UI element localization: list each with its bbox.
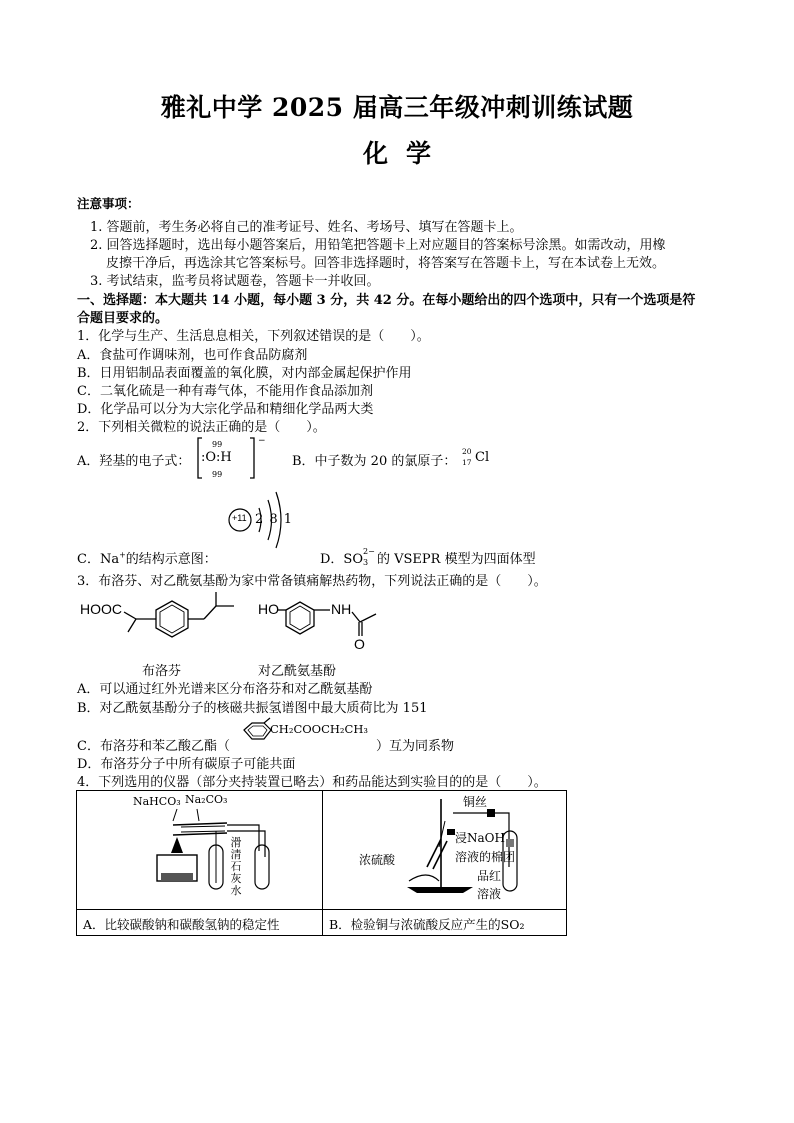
- notes-heading: 注意事项：: [77, 196, 140, 211]
- limewater-char: 石: [230, 860, 242, 873]
- note-item: 3. 考试结束，监考员将试题卷，答题卡一并收回。: [90, 274, 380, 289]
- question-1-option: D．化学品可以分为大宗化学品和精细化学品两大类: [77, 402, 374, 417]
- limewater-char: 灰: [230, 872, 242, 885]
- note-item: 皮擦干净后，再选涂其它答案标号。回答非选择题时，将答案写在答题卡上，写在本试卷上无效。: [106, 256, 666, 271]
- question-2-option-a: A．羟基的电子式：: [77, 454, 191, 469]
- question-3-option: B．对乙酰氨基酚分子的核磁共振氢谱图中最大质荷比为 151: [77, 701, 428, 716]
- limewater-char: 滑: [230, 836, 242, 849]
- paracetamol-o: O: [354, 636, 365, 652]
- chlorine-symbol: Cl: [475, 450, 490, 465]
- svg-text:−: −: [258, 436, 266, 446]
- question-4-stem: 4．下列选用的仪器（部分夹持装置已略去）和药品能达到实验目的的是（ ）。: [77, 775, 547, 790]
- question-2-stem: 2．下列相关微粒的说法正确的是（ ）。: [77, 420, 326, 435]
- svg-text:99: 99: [212, 440, 223, 449]
- paracetamol-nh: NH: [331, 601, 352, 617]
- question-3-option-c: C．布洛芬和苯乙酸乙酯（: [77, 739, 230, 754]
- question-3-stem: 3．布洛芬、对乙酰氨基酚为家中常备镇痛解热药物，下列说法正确的是（ ）。: [77, 574, 547, 589]
- figure-a-apparatus: [77, 791, 322, 909]
- paracetamol-label: 对乙酰氨基酚: [258, 664, 337, 679]
- table-divider: [77, 909, 566, 910]
- question-2-option-c: [77, 548, 217, 567]
- label-limewater: [230, 837, 242, 897]
- section-heading: 一、选择题：本大题共 14 小题，每小题 3 分，共 42 分。在每小题给出的四个选项中，只有一个选项是符: [77, 293, 696, 308]
- experiment-table: [76, 790, 567, 936]
- mass-number: 20: [462, 447, 472, 456]
- label-cotton: 溶液的棉团: [455, 850, 516, 864]
- caption-b: B．检验铜与浓硫酸反应产生的SO₂: [329, 917, 525, 932]
- figure-b-apparatus: [323, 791, 567, 909]
- caption-a: A．比较碳酸钠和碳酸氢钠的稳定性: [83, 917, 280, 932]
- paracetamol-ho: HO: [258, 601, 279, 617]
- hydroxyl-electron-formula: :O:H: [201, 450, 232, 465]
- label-naoh: 浸NaOH: [455, 831, 505, 845]
- limewater-char: 水: [230, 884, 242, 897]
- subject-title: 化学: [362, 139, 449, 168]
- exam-title: 雅礼中学 2025 届高三年级冲刺训练试题: [160, 93, 634, 122]
- label-na2co3: Na₂CO₃: [185, 793, 228, 806]
- ibuprofen-hooc: HOOC: [80, 601, 122, 617]
- option-d-prefix: D．SO: [320, 552, 363, 567]
- section-heading: 合题目要求的。: [77, 311, 169, 326]
- benzene-ring-icon: [240, 715, 274, 749]
- label-magenta: 品红: [477, 869, 502, 883]
- question-2-option-d: [320, 548, 536, 567]
- electron-shells: 2 8 1: [255, 512, 294, 527]
- question-3-option: A．可以通过红外光谱来区分布洛芬和对乙酰氨基酚: [77, 682, 373, 697]
- ibuprofen-label: 布洛芬: [142, 664, 182, 679]
- subscript-3: 3: [363, 558, 369, 567]
- option-d-tail: 的 VSEPR 模型为四面体型: [377, 552, 536, 567]
- question-1-option: A．食盐可作调味剂，也可作食品防腐剂: [77, 348, 308, 363]
- label-solution: 溶液: [477, 887, 502, 901]
- label-nahco3: NaHCO₃: [133, 795, 181, 808]
- label-copper-wire: 铜丝: [463, 795, 488, 809]
- option-c-tail: 的结构示意图：: [125, 552, 217, 567]
- paracetamol-structure: [256, 590, 396, 654]
- question-3-option: D．布洛芬分子中所有碳原子可能共面: [77, 757, 296, 772]
- ibuprofen-structure: [78, 588, 258, 660]
- ethyl-phenylacetate-formula: CH₂COOCH₂CH₃: [270, 722, 368, 736]
- question-2-option-b: B．中子数为 20 的氯原子：: [292, 454, 457, 469]
- limewater-char: 清: [230, 848, 242, 861]
- nucleus-charge: +11: [232, 513, 247, 523]
- svg-text:99: 99: [212, 470, 223, 479]
- note-item: 2. 回答选择题时，选出每小题答案后，用铅笔把答题卡上对应题目的答案标号涂黑。如需改动，用橡: [90, 238, 666, 253]
- note-item: 1. 答题前，考生务必将自己的准考证号、姓名、考场号、填写在答题卡上。: [90, 220, 523, 235]
- question-1-stem: 1．化学与生产、生活息息相关，下列叙述错误的是（ ）。: [77, 329, 430, 344]
- label-conc-sulfuric-acid: 浓硫酸: [359, 853, 396, 867]
- charge-plus: +: [119, 550, 126, 560]
- question-3-option-c-tail: ）互为同系物: [376, 739, 455, 754]
- question-1-option: C．二氧化硫是一种有毒气体，不能用作食品添加剂: [77, 384, 373, 399]
- option-c-prefix: C．Na: [77, 552, 120, 567]
- charge-sup: 2−: [363, 547, 375, 556]
- atomic-number: 17: [462, 458, 472, 467]
- question-1-option: B．日用铝制品表面覆盖的氧化膜，对内部金属起保护作用: [77, 366, 412, 381]
